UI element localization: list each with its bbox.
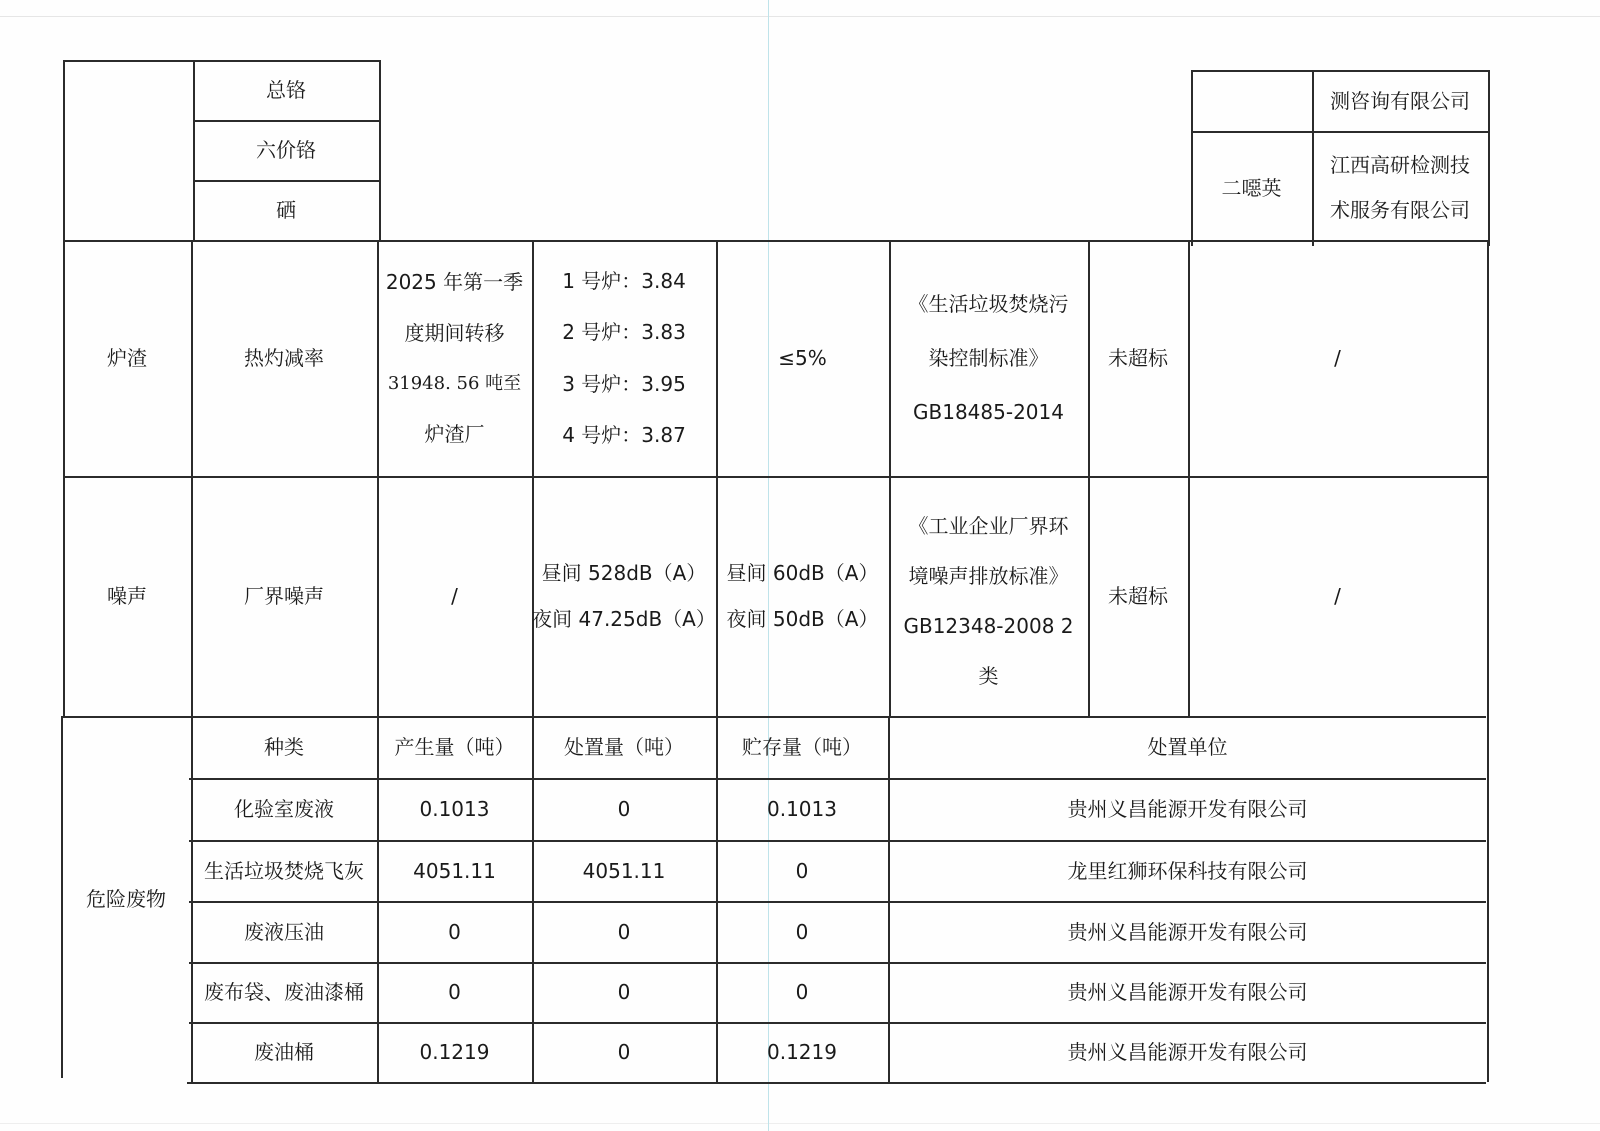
scan-edge-top [0, 16, 1600, 17]
slag-results [532, 240, 716, 476]
testing-org-line: 术服务有限公司 [1330, 197, 1470, 222]
noise-standard-line: 《工业企业厂界环 [908, 514, 1069, 538]
noise-limit-night: 夜间 50dB（A） [726, 607, 879, 632]
noise-results [532, 536, 716, 656]
noise-standard-line: 类 [978, 664, 999, 688]
slag-transfer-line: 度期间转移 [404, 321, 505, 346]
table-row-unit: 贵州义昌能源开发有限公司 [1067, 919, 1308, 944]
noise-limit-day: 昼间 60dB（A） [726, 560, 879, 585]
header-disposed: 处置量（吨） [564, 735, 684, 759]
table-row-disposed: 4051.11 [582, 858, 666, 883]
table-row-generated: 0.1013 [419, 797, 490, 821]
header-generated: 产生量（吨） [394, 735, 515, 759]
table-row-generated: 4051.11 [413, 858, 496, 883]
table-row-unit: 龙里红狮环保科技有限公司 [1067, 858, 1308, 883]
table-row-type: 废液压油 [244, 919, 324, 944]
category-hazardous-waste: 危险废物 [86, 887, 166, 911]
noise-item: 厂界噪声 [244, 584, 324, 608]
slag-result-furnace-1: 1 号炉：3.84 [562, 269, 686, 294]
table-row-disposed: 0 [617, 797, 631, 821]
table-row-stored: 0 [795, 858, 809, 883]
table-row-generated: 0 [448, 980, 461, 1004]
table-row-unit: 贵州义昌能源开发有限公司 [1067, 797, 1308, 821]
slag-transfer-line: 2025 年第一季 [385, 269, 524, 294]
testing-org [1312, 131, 1488, 244]
table-row-generated: 0.1219 [419, 1040, 490, 1064]
table-row-disposed: 0 [617, 1040, 631, 1064]
noise-result-day: 昼间 528dB（A） [541, 560, 707, 585]
table-row-type: 生活垃圾焚烧飞灰 [204, 858, 364, 883]
scan-edge-bottom [0, 1123, 1600, 1124]
noise-transfer: / [451, 584, 458, 608]
item-selenium: 硒 [276, 198, 296, 222]
slag-remark: / [1334, 346, 1341, 370]
slag-standard-line: GB18485-2014 [913, 400, 1064, 424]
noise-result-night: 夜间 47.25dB（A） [532, 607, 716, 632]
table-row-unit: 贵州义昌能源开发有限公司 [1067, 980, 1308, 1004]
header-stored: 贮存量（吨） [742, 735, 862, 759]
table-row-type: 废布袋、废油漆桶 [204, 980, 364, 1004]
noise-remark: / [1334, 584, 1341, 608]
slag-result-furnace-2: 2 号炉：3.83 [562, 320, 686, 345]
slag-transfer-line: 31948. 56 吨至 [387, 372, 522, 394]
slag-transfer [377, 240, 532, 476]
slag-transfer-line: 炉渣厂 [424, 422, 485, 447]
category-slag: 炉渣 [107, 346, 147, 370]
testing-org-line: 江西高研检测技 [1330, 153, 1470, 178]
slag-standard-line: 染控制标准》 [928, 346, 1049, 370]
item-dioxin: 二噁英 [1221, 175, 1282, 200]
table-row-stored: 0.1219 [767, 1040, 837, 1064]
testing-org-continued: 测咨询有限公司 [1330, 88, 1470, 113]
header-type: 种类 [264, 735, 304, 759]
slag-limit: ≤5% [778, 346, 827, 370]
noise-standard-line: 境噪声排放标准》 [908, 564, 1069, 588]
noise-standard-line: GB12348-2008 2 [903, 614, 1074, 638]
noise-limit [716, 536, 889, 656]
table-row-unit: 贵州义昌能源开发有限公司 [1067, 1040, 1308, 1064]
table-row-stored: 0.1013 [767, 797, 837, 821]
header-disposal-unit: 处置单位 [1147, 735, 1228, 759]
category-noise: 噪声 [107, 584, 147, 608]
table-row-type: 废油桶 [254, 1040, 314, 1064]
slag-result-furnace-3: 3 号炉：3.95 [562, 371, 686, 396]
table-row-generated: 0 [448, 919, 461, 944]
noise-standard [889, 486, 1088, 716]
table-row-stored: 0 [795, 980, 809, 1004]
slag-item: 热灼减率 [244, 346, 324, 370]
noise-conclusion: 未超标 [1108, 584, 1168, 608]
table-row-type: 化验室废液 [234, 797, 334, 821]
slag-standard-line: 《生活垃圾焚烧污 [908, 292, 1069, 316]
table-row-stored: 0 [795, 919, 809, 944]
slag-result-furnace-4: 4 号炉：3.87 [562, 422, 686, 447]
table-row-disposed: 0 [617, 980, 631, 1004]
slag-conclusion: 未超标 [1108, 346, 1168, 370]
item-total-chromium: 总铬 [266, 78, 306, 102]
slag-standard [889, 260, 1088, 456]
item-hexavalent-chromium: 六价铬 [256, 138, 316, 162]
table-row-disposed: 0 [617, 919, 631, 944]
